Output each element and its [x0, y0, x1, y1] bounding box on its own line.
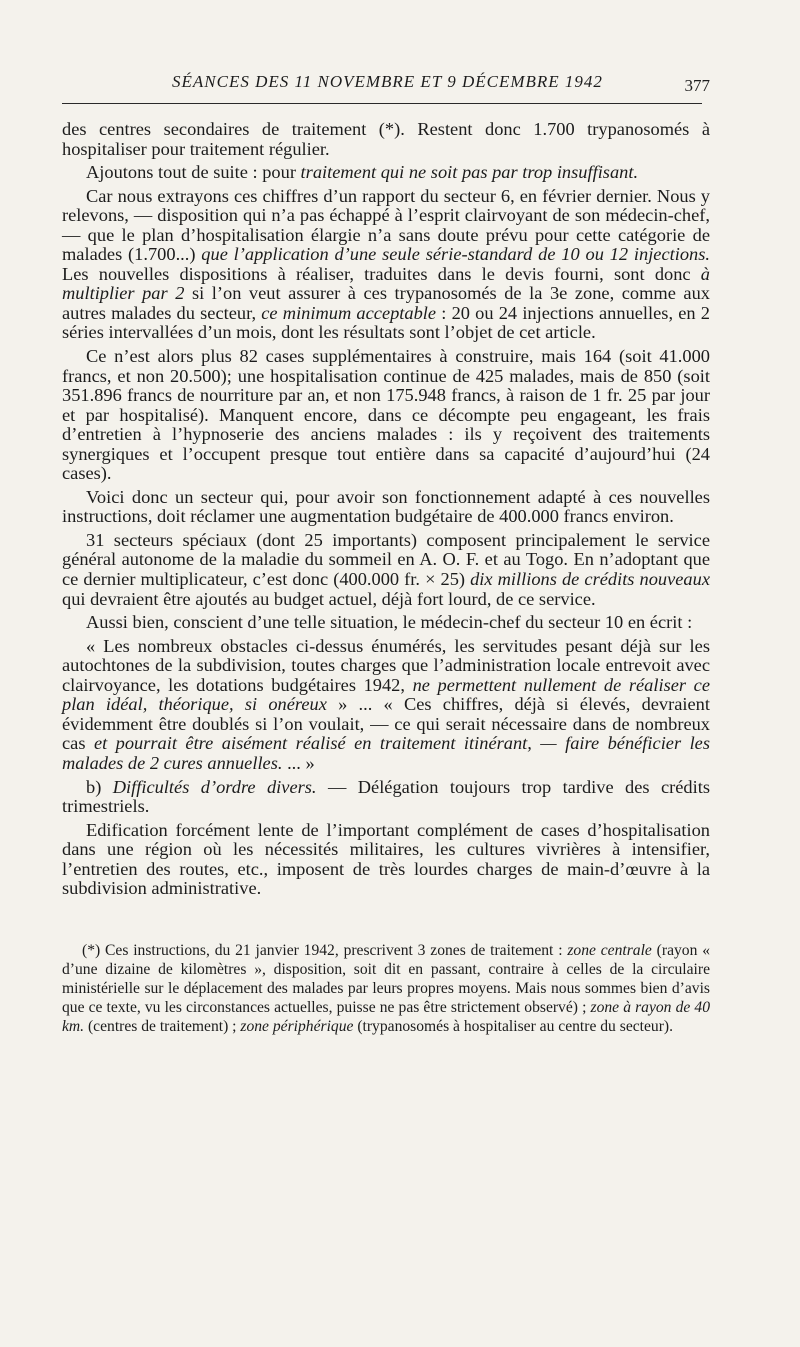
paragraph-7: Aussi bien, conscient d’une telle situation, le médecin-chef du secteur 10 en écrit :: [86, 612, 693, 633]
text-span: 31 secteurs spéciaux (dont 25 importants) composent principalement le service général autonome de la maladie du sommeil en A. O. F. et au Togo. En n’adoptant que ce dernier multiplicateur, c’est donc (400.000 fr. × 25): [62, 529, 710, 590]
paragraph-b: [62, 778, 710, 817]
text-span: Ajoutons tout de suite : pour: [86, 162, 301, 183]
text-span: si l’on veut assurer à ces trypanosomés de la 3e zone, comme aux autres malades du secteur,: [62, 283, 710, 323]
text-span: (*) Ces instructions, du 21 janvier 1942, prescrivent 3 zones de traitement :: [82, 941, 568, 959]
text-span: (rayon « d’une dizaine de kilomètres », disposition, soit dit en passant, contraire à celles de la circulaire ministérielle sur le déplacement des malades par leurs propres moyens. Mais nous sommes bien d’avis que ce texte, vu les circonstances actuelles, puisse ne pas être strictement observé) ;: [62, 941, 711, 1017]
text-span: — Délégation toujours trop tardive des crédits trimestriels.: [62, 776, 710, 817]
paragraph-10: Edification forcément lente de l’important complément de cases d’hospitalisation dans une région où les nécessités militaires, les cultures vivrières à intensifier, l’entretien des routes, etc., imposent de très lourdes charges de main-d’œuvre à la subdivision administrative.: [62, 819, 710, 899]
emphasis: ne permettent nullement de réaliser ce plan idéal, théorique, si onéreux: [62, 674, 710, 715]
page-number: 377: [684, 76, 710, 95]
text-span: qui devraient être ajoutés au budget actuel, déjà fort lourd, de ce service.: [62, 588, 596, 609]
emphasis: zone périphérique: [240, 1018, 354, 1036]
emphasis: traitement qui ne soit pas par trop insuffisant.: [300, 162, 639, 183]
page-header: [62, 72, 710, 100]
emphasis: dix millions de crédits nouveaux: [470, 569, 710, 590]
paragraph-4: Ce n’est alors plus 82 cases supplémentaires à construire, mais 164 (soit 41.000 francs, et non 20.500); une hospitalisation continue de 425 malades, mais de 850 (soit 351.896 francs de nourriture par an, et non 175.948 francs, à raison de 1 fr. 25 par jour et par hospitalisé). Manquent encore, dans ce décompte peu engageant, les frais d’entretien à l’hypnoserie des anciens malades : ils y reçoivent des traitements synergiques et l’occupent presque tout entière dans sa capacité d’aujourd’hui (24 cases).: [62, 346, 710, 484]
text-span: ... »: [282, 752, 315, 773]
body-text: [62, 120, 710, 899]
emphasis: Difficultés d’ordre divers.: [112, 776, 317, 797]
quotation-paragraph: [62, 637, 710, 774]
footnote: [62, 941, 710, 1036]
emphasis: zone centrale: [567, 941, 652, 959]
book-page: [62, 72, 710, 1036]
emphasis: et pourrait être aisément réalisé en traitement itinérant, — faire bénéficier les malades de 2 cures annuelles.: [62, 733, 710, 773]
paragraph-2: [62, 163, 710, 183]
emphasis: à multiplier par 2: [62, 263, 710, 304]
text-span: : 20 ou 24 injections annuelles, en 2 séries intervallées d’un mois, dont les résultats sont l’objet de cet article.: [62, 302, 710, 343]
text-span: b): [86, 776, 113, 797]
paragraph-3: [62, 187, 710, 343]
paragraph-5: Voici donc un secteur qui, pour avoir son fonctionnement adapté à ces nouvelles instructions, doit réclamer une augmentation budgétaire de 400.000 francs environ.: [62, 486, 710, 527]
paragraph-6: [62, 531, 710, 609]
text-span: » ... « Ces chiffres, déjà si élevés, devraient évidemment être doublés si l’on voulait, — ce qui serait nécessaire dans de nombreux cas: [62, 694, 710, 754]
emphasis: que l’application d’une seule série-standard de 10 ou 12 injections.: [201, 244, 710, 265]
header-rule: [62, 103, 702, 104]
text-span: (centres de traitement) ;: [84, 1018, 241, 1036]
paragraph-1: des centres secondaires de traitement (*). Restent donc 1.700 trypanosomés à hospitaliser pour traitement régulier.: [62, 119, 710, 159]
text-span: (trypanosomés à hospitaliser au centre du secteur).: [353, 1018, 673, 1036]
emphasis: zone à rayon de 40 km.: [62, 999, 710, 1036]
footnotes: [62, 941, 710, 1036]
emphasis: ce minimum acceptable: [261, 302, 437, 323]
text-span: Les nouvelles dispositions à réaliser, traduites dans le devis fourni, sont donc: [62, 263, 701, 284]
text-span: « Les nombreux obstacles ci-dessus énumérés, les servitudes pesant déjà sur les autochtones de la subdivision, toutes charges que l’administration locale entrevoit avec clairvoyance, les dotations budgétaires 1942,: [62, 635, 710, 695]
text-span: Car nous extrayons ces chiffres d’un rapport du secteur 6, en février dernier. Nous y relevons, — disposition qui n’a pas échappé à l’esprit clairvoyant de son médecin-chef, — que le plan d’hospitalisation élargie n’a sans doute prévu pour cette catégorie de malades (1.700...): [62, 185, 710, 265]
running-title: SÉANCES DES 11 NOVEMBRE ET 9 DÉCEMBRE 1942: [172, 72, 603, 91]
